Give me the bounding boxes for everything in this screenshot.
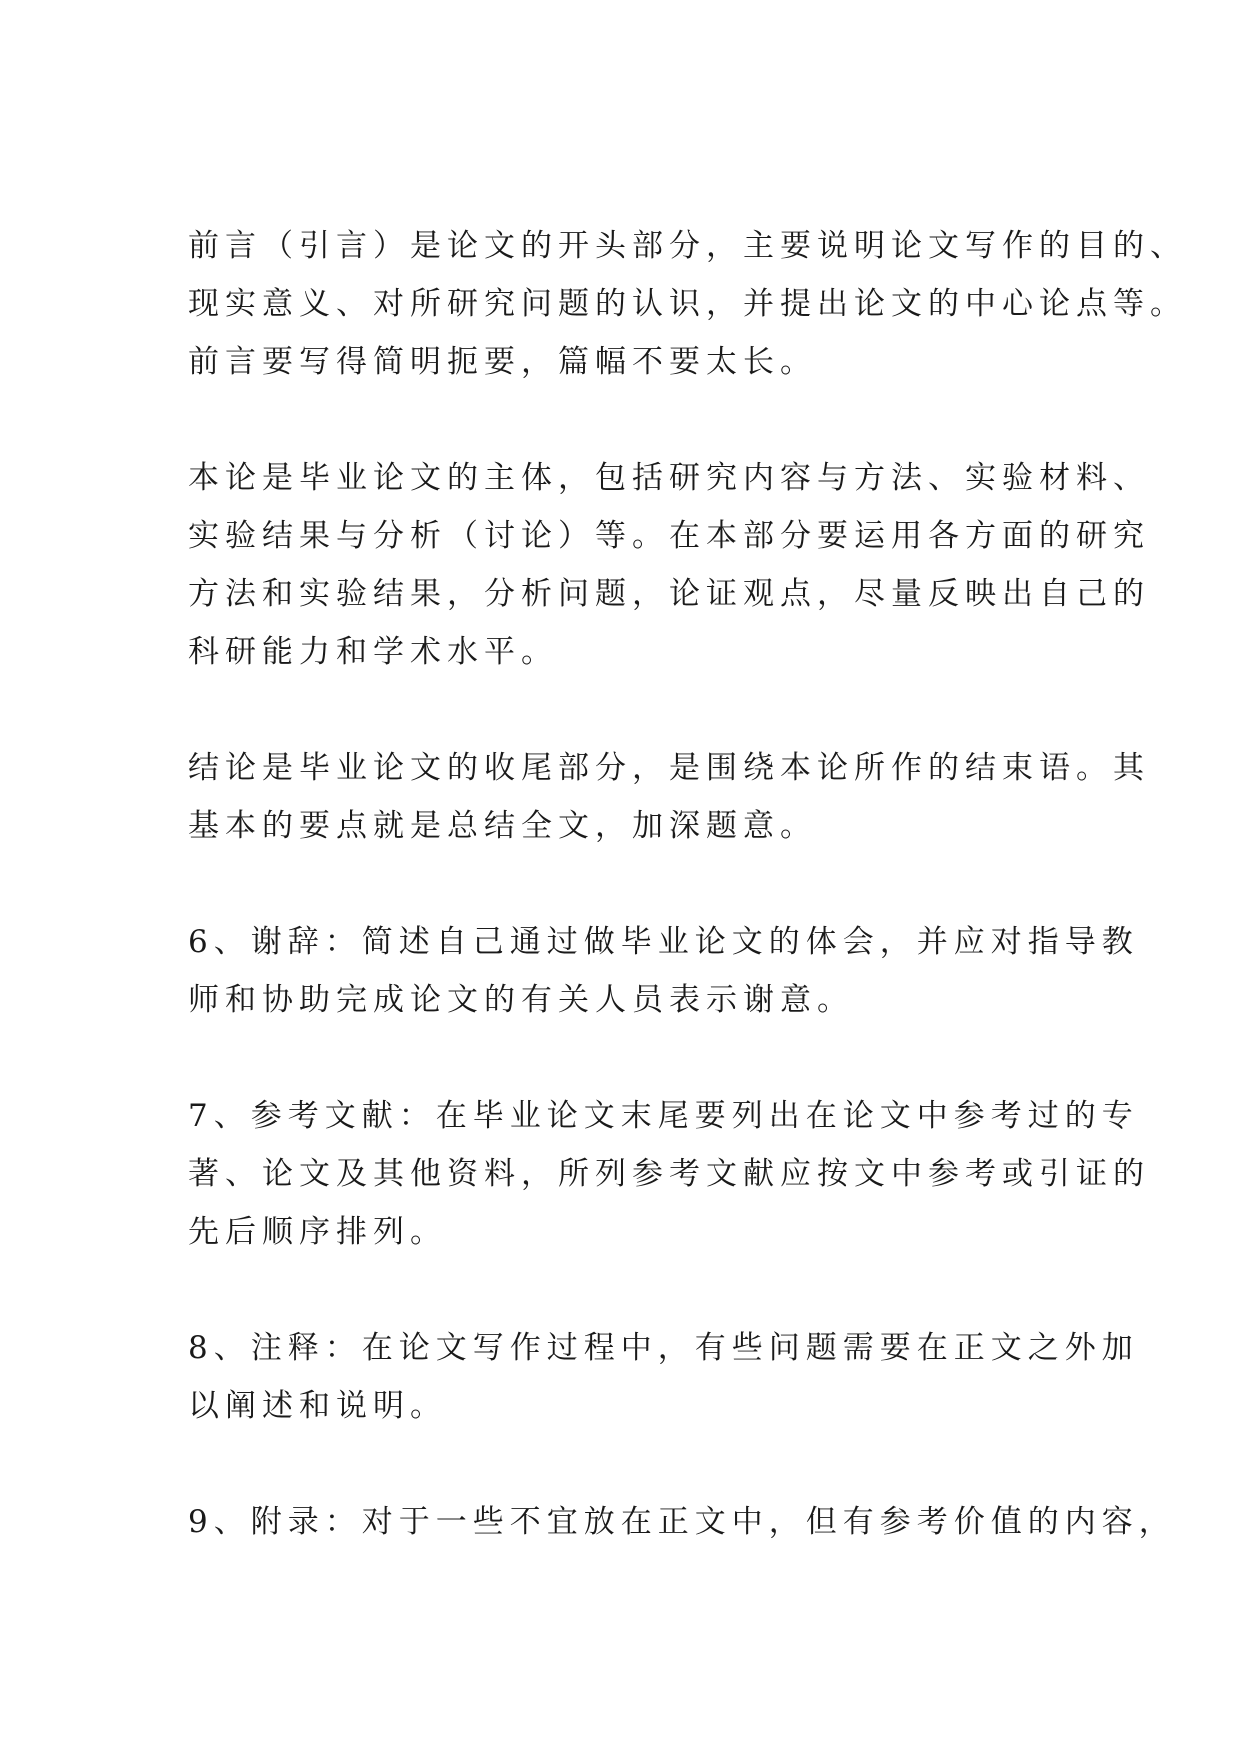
text-line: 前言（引言）是论文的开头部分，主要说明论文写作的目的、	[188, 228, 1187, 264]
text-line: 基本的要点就是总结全文，加深题意。	[188, 808, 817, 844]
text-line: 师和协助完成论文的有关人员表示谢意。	[188, 982, 854, 1018]
text-line: 著、论文及其他资料，所列参考文献应按文中参考或引证的	[188, 1156, 1150, 1192]
paragraph-main-body	[188, 449, 1150, 681]
text-line: 结论是毕业论文的收尾部分，是围绕本论所作的结束语。其	[188, 750, 1150, 786]
paragraph-acknowledgements	[188, 913, 1139, 1029]
text-line: 方法和实验结果，分析问题，论证观点，尽量反映出自己的	[188, 576, 1150, 612]
text-line: 8、注释：在论文写作过程中，有些问题需要在正文之外加	[188, 1330, 1139, 1366]
text-line: 实验结果与分析（讨论）等。在本部分要运用各方面的研究	[188, 518, 1150, 554]
text-line: 以阐述和说明。	[188, 1388, 447, 1424]
paragraph-conclusion	[188, 739, 1150, 855]
paragraph-introduction	[188, 217, 1187, 391]
paragraph-references	[188, 1087, 1150, 1261]
paragraph-appendix	[188, 1493, 1176, 1551]
text-line: 7、参考文献：在毕业论文末尾要列出在论文中参考过的专	[188, 1098, 1139, 1134]
paragraph-notes	[188, 1319, 1139, 1435]
text-line: 9、附录：对于一些不宜放在正文中，但有参考价值的内容，	[188, 1504, 1176, 1540]
text-line: 科研能力和学术水平。	[188, 634, 558, 670]
text-line: 现实意义、对所研究问题的认识，并提出论文的中心论点等。	[188, 286, 1187, 322]
text-line: 前言要写得简明扼要，篇幅不要太长。	[188, 344, 817, 380]
text-line: 6、谢辞：简述自己通过做毕业论文的体会，并应对指导教	[188, 924, 1139, 960]
text-line: 本论是毕业论文的主体，包括研究内容与方法、实验材料、	[188, 460, 1150, 496]
text-line: 先后顺序排列。	[188, 1214, 447, 1250]
